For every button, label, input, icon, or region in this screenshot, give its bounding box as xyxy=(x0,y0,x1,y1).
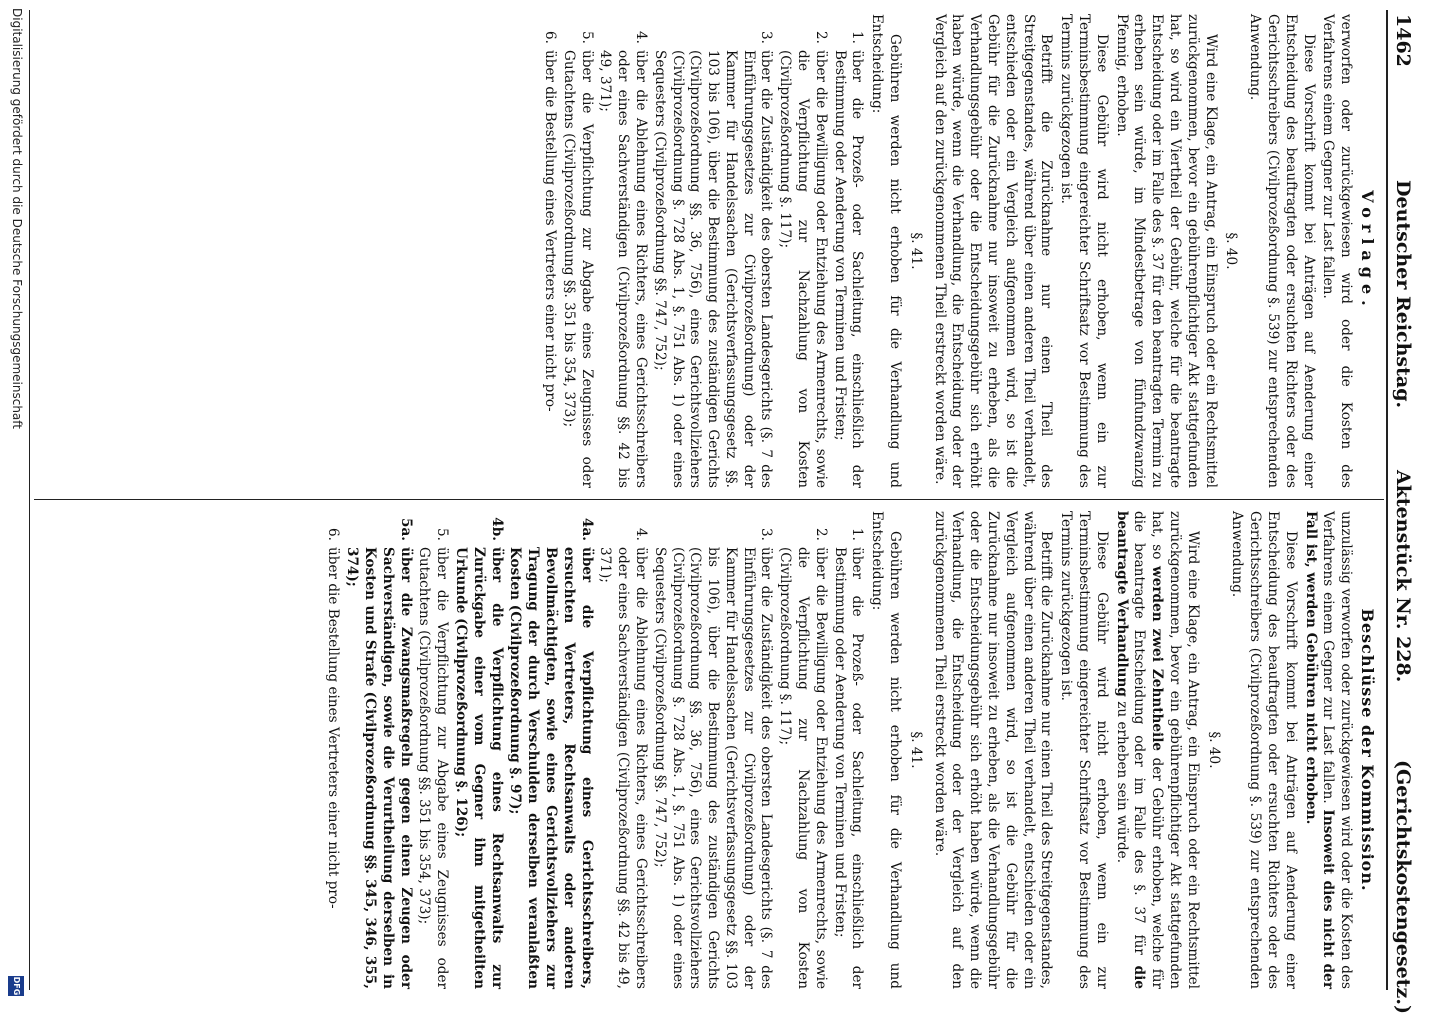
item-text: über die Ablehnung eines Richters, eines Gerichtsschreibers oder eines Sachverständigen (Civilprozeßordnung §§. 42 bis 49, 371); xyxy=(597,547,649,989)
right-s41-intro: Gebühren werden nicht erhoben für die Verhandlung und Entscheidung: xyxy=(869,511,904,989)
item-text: über die Zwangsmaßregeln gegen einen Zeugen oder Sachverständigen, sowie die Verurtheilung derselben in Kosten und Strafe (Civilprozeßordnung §§. 345, 346, 355, 374); xyxy=(344,547,414,989)
item-number: 4b. xyxy=(488,517,505,541)
item-text: über die Bewilligung oder Entziehung des Armenrechts, sowie die Verpflichtung zur Nachzahlung von Kosten (Civilprozeßordnung §. 117); xyxy=(777,547,829,989)
item-number: 5a. xyxy=(397,518,414,541)
left-s40-paragraph-3: Betrifft die Zurücknahme nur einen Theil des Streitgegenstandes, während über einen anderen Theil verhandelt, entschieden oder ein Vergleich aufgenommen wird, so ist die Gebühr für die Zurücknahme nur insoweit zu erheben, als die Verhandlungsgebühr oder die Entscheidungsgebühr sich erhöht haben würde, wenn die Verhandlung, die Entscheidung oder der Vergleich auf den zurückgenommenen Theil erstreckt worden wäre. xyxy=(931,14,1055,488)
right-intro-text: unzulässig verworfen oder zurückgewiesen wird oder die Kosten des Verfahrens einem Gegner zur Last fallen. xyxy=(1320,511,1355,989)
left-item-list xyxy=(540,14,865,488)
footer xyxy=(0,0,28,1000)
publication-title: Deutscher Reichstag. xyxy=(1392,180,1414,409)
list-item xyxy=(506,511,595,989)
list-item xyxy=(559,14,595,488)
left-section-40-heading: §. 40. xyxy=(1223,232,1240,270)
left-column-title: Vorlage. xyxy=(1358,190,1377,312)
right-s40-paragraph-3: Betrifft die Zurücknahme nur einen Theil des Streitgegenstandes, während über einen anderen Theil verhandelt, entschieden oder ein Vergleich aufgenommen wird, so ist die Gebühr für die Zurücknahme nur insoweit zu erheben, als die Verhandlungsgebühr oder die Entscheidungsgebühr sich erhöht haben würde, wenn die Verhandlung, die Entscheidung oder der Vergleich auf den zurückgenommenen Theil erstreckt worden wäre. xyxy=(931,511,1055,989)
list-item xyxy=(830,14,866,488)
document-subject: (Gerichtskostengesetz.) xyxy=(1392,760,1414,1014)
right-s40-paragraph-2: Diese Gebühr wird nicht erhoben, wenn ein zur Terminsbestimmung eingereichter Schriftsatz vor Bestimmung des Termins zurückgezogen ist. xyxy=(1058,511,1110,989)
item-number: 2. xyxy=(812,31,829,44)
item-number: 5. xyxy=(434,528,451,541)
item-number: 3. xyxy=(758,31,775,44)
list-item xyxy=(650,14,775,488)
right-section-41-heading: §. 41. xyxy=(907,731,924,769)
list-item xyxy=(540,14,558,488)
item-text: über die Verpflichtung zur Abgabe eines Zeugnisses oder Gutachtens (Civilprozeßordnung §§. 351 bis 354, 373); xyxy=(560,50,595,488)
left-s40-paragraph-1: Wird eine Klage, ein Antrag, ein Einspruch oder ein Rechtsmittel zurückgenommen, bevor ein gebührenpflichtiger Akt stattgefunden hat, so wird ein Viertheil der Gebühr, welche für die beantragte Entscheidung oder im Falle des §. 37 für den beantragten Termin zu erheben sein würde, im Mindestbetrage von fünfundzwanzig Pfennig, erhoben. xyxy=(1113,14,1219,488)
column-divider xyxy=(34,499,1384,500)
list-item xyxy=(650,511,775,989)
right-item-list xyxy=(324,511,866,989)
item-number: 1. xyxy=(849,31,866,44)
left-s41-intro: Gebühren werden nicht erhoben für die Verhandlung und Entscheidung: xyxy=(869,14,904,488)
item-text: über die Verpflichtung eines Gerichtsschreibers, ersuchten Vertreters, Rechtsanwalts oder anderen Bevollmächtigten, sowie eines Gerichtsvollziehers zur Tragung der durch Verschulden derselben veranlaßten Kosten (Civilprozeßordnung §. 97); xyxy=(507,547,595,989)
right-paragraph: Diese Vorschrift kommt bei Anträgen auf Aenderung einer Entscheidung des beauftragten oder ersuchten Richters oder des Gerichtsschreibers (Civilprozeßordnung §. 539) zur entsprechenden Anwendung. xyxy=(1229,511,1299,989)
item-text: über die Bewilligung oder Entziehung des Armenrechts, sowie die Verpflichtung zur Nachzahlung von Kosten (Civilprozeßordnung §. 117); xyxy=(777,50,829,488)
item-number: 1. xyxy=(849,528,866,541)
right-intro xyxy=(1301,511,1354,989)
item-number: 4. xyxy=(632,528,649,541)
list-item xyxy=(324,511,342,989)
right-column-title: Beschlüsse der Kommission. xyxy=(1358,608,1377,892)
item-text: über die Zuständigkeit des obersten Landesgerichts (§. 7 des Einführungsgesetzes zur Civilprozeßordnung) oder der Kammer für Handelssachen (Gerichtsverfassungsgesetz §§. 103 bis 106), über die Bestimmung des zuständigen Gerichts (Civilprozeßordnung §§. 36, 756), eines Gerichtsvollziehers (Civilprozeßordnung §. 728 Abs. 1, §. 751 Abs. 1) oder eines Sequesters (Civilprozeßordnung §§. 747, 752); xyxy=(651,547,775,989)
text-run: der Gebühr erhoben, welche für die beantragte Entscheidung oder im Falle des §. 37 für xyxy=(1131,511,1166,989)
header-rule xyxy=(1386,10,1388,990)
page-number: 1462 xyxy=(1392,14,1414,67)
right-section-40-heading: §. 40. xyxy=(1205,731,1222,769)
funding-note: Digitalisierung gefördert durch die Deutsche Forschungsgemeinschaft xyxy=(10,8,24,430)
document-number: Aktenstück Nr. 228. xyxy=(1392,470,1414,683)
dfg-logo-icon: DFG xyxy=(8,976,24,996)
left-section-41-heading: §. 41. xyxy=(907,232,924,270)
list-item xyxy=(776,511,829,989)
item-number: 6. xyxy=(325,528,342,541)
left-intro: verworfen oder zurückgewiesen wird oder die Kosten des Verfahrens einem Gegner zur Last fallen. xyxy=(1320,14,1355,488)
item-number: 3. xyxy=(758,528,775,541)
list-item xyxy=(596,14,649,488)
list-item xyxy=(415,511,451,989)
right-column xyxy=(323,511,1382,989)
item-text: über die Zuständigkeit des obersten Landesgerichts (§. 7 des Einführungsgesetzes zur Civilprozeßordnung) oder der Kammer für Handelssachen (Gerichtsverfassungsgesetz §§. 103 bis 106), über die Bestimmung des zuständigen Gerichts (Civilprozeßordnung §§. 36, 756), eines Gerichtsvollziehers (Civilprozeßordnung §. 728 Abs. 1, §. 751 Abs. 1) oder eines Sequesters (Civilprozeßordnung §§. 747, 752); xyxy=(651,50,775,488)
list-item xyxy=(830,511,866,989)
left-column xyxy=(539,14,1382,488)
amended-text: die beantragte Verhandlung xyxy=(1113,511,1148,989)
item-number: 2. xyxy=(812,528,829,541)
item-number: 4. xyxy=(632,31,649,44)
footer-rule xyxy=(29,10,30,990)
item-text: über die Verpflichtung zur Abgabe eines Zeugnisses oder Gutachtens (Civilprozeßordnung §§. 351 bis 354, 373); xyxy=(416,547,451,989)
text-run: Wird eine Klage, ein Antrag, ein Einspruch oder ein Rechtsmittel zurückgenommen, bevor ein gebührenpflichtiger Akt stattgefunden hat, so xyxy=(1149,511,1201,989)
right-s40-paragraph-1 xyxy=(1112,511,1201,989)
item-text: über die Verpflichtung eines Rechtsanwalts zur Zurückgabe einer vom Gegner ihm mitgetheilten Urkunde (Civilprozeßordnung §. 126); xyxy=(452,547,505,989)
list-item xyxy=(596,511,649,989)
item-number: 4a. xyxy=(578,518,595,541)
right-intro-amendment: Insoweit dies nicht der Fall ist, werden Gebühren nicht erhoben. xyxy=(1302,511,1337,989)
left-s40-paragraph-2: Diese Gebühr wird nicht erhoben, wenn ein zur Terminsbestimmung eingereichter Schriftsatz vor Bestimmung des Termins zurückgezogen ist. xyxy=(1058,14,1110,488)
item-number: 6. xyxy=(541,31,558,44)
text-run: zu erheben sein würde. xyxy=(1113,696,1130,864)
item-text: über die Ablehnung eines Richters, eines Gerichtsschreibers oder eines Sachverständigen (Civilprozeßordnung §§. 42 bis 49, 371); xyxy=(597,50,649,488)
amended-text: werden zwei Zehntheile xyxy=(1149,566,1166,752)
list-item xyxy=(451,511,504,989)
item-text: über die Bestellung eines Vertreters einer nicht pro- xyxy=(325,547,342,909)
list-item xyxy=(342,511,413,989)
list-item xyxy=(776,14,829,488)
item-text: über die Bestellung eines Vertreters einer nicht pro- xyxy=(541,50,558,412)
item-text: über die Prozeß- oder Sachleitung, einschließlich der Bestimmung oder Aenderung von Terminen und Fristen; xyxy=(831,547,866,989)
left-paragraph: Diese Vorschrift kommt bei Anträgen auf Aenderung einer Entscheidung des beauftragten oder ersuchten Richters oder des Gerichtsschreibers (Civilprozeßordnung §. 539) zur entsprechenden Anwendung. xyxy=(1247,14,1317,488)
item-number: 5. xyxy=(578,31,595,44)
item-text: über die Prozeß- oder Sachleitung, einschließlich der Bestimmung oder Aenderung von Terminen und Fristen; xyxy=(831,50,866,488)
